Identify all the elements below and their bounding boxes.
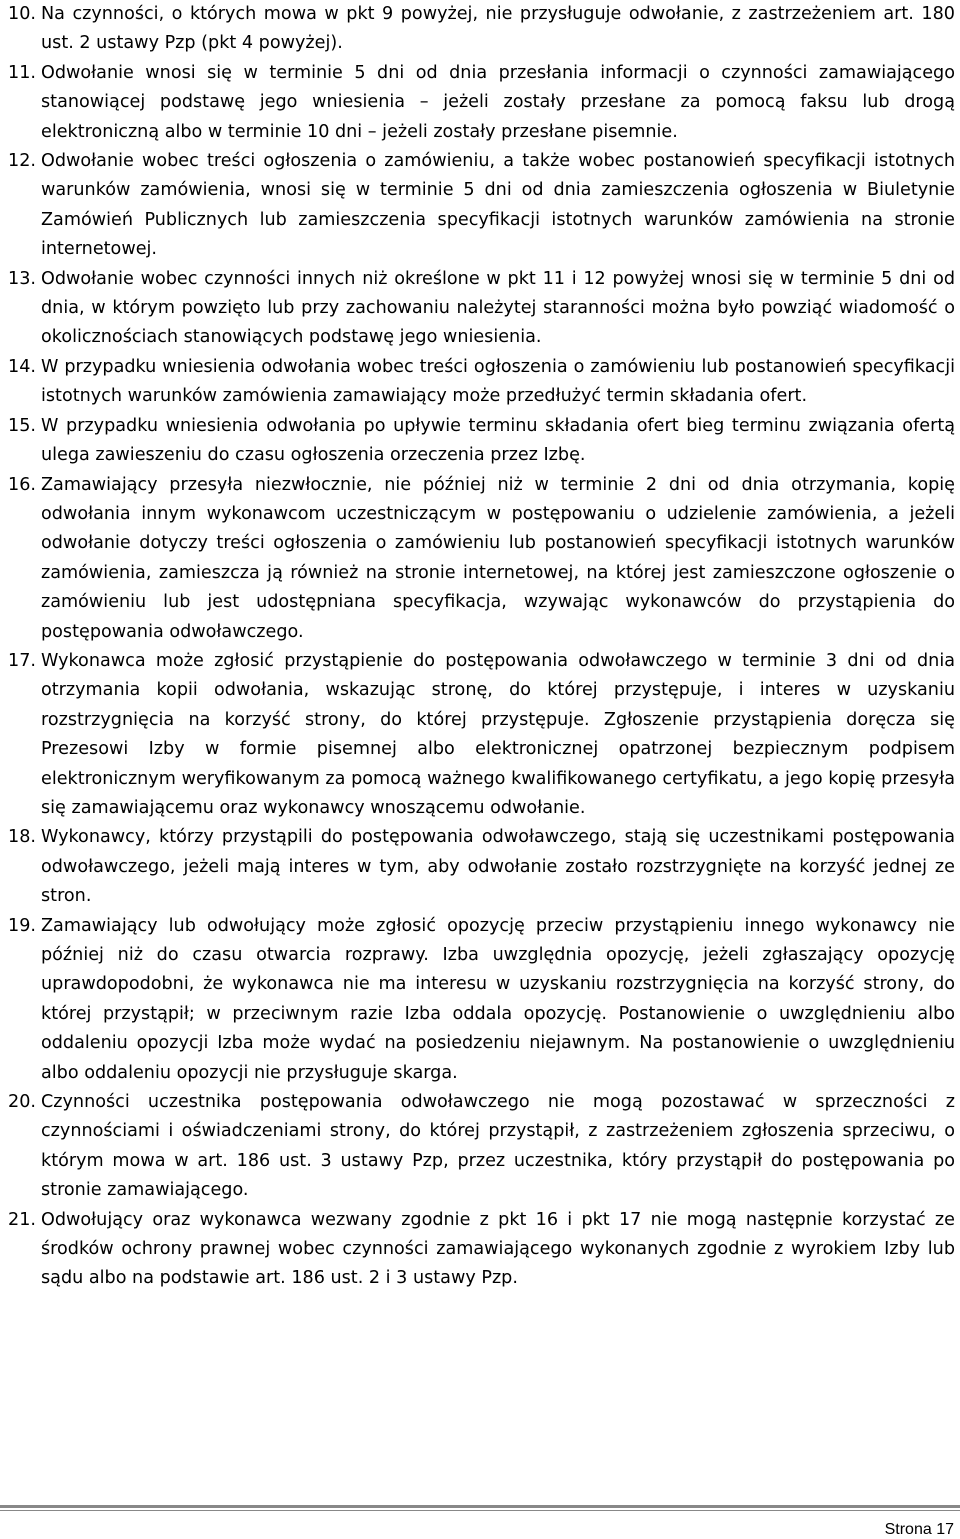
list-item <box>8 1206 955 1294</box>
list-item <box>8 353 955 412</box>
item-text: Odwołujący oraz wykonawca wezwany zgodnie z pkt 16 i pkt 17 nie mogą następnie korzystać ze środków ochrony prawnej wobec czynności zamawiającego wykonanych zgodnie z wyrokiem Izby lub sądu albo na podstawie art. 186 ust. 2 i 3 ustawy Pzp. <box>41 1209 955 1289</box>
list-item <box>8 823 955 911</box>
item-text: Na czynności, o których mowa w pkt 9 powyżej, nie przysługuje odwołanie, z zastrzeżeniem art. 180 ust. 2 ustawy Pzp (pkt 4 powyżej). <box>41 4 955 54</box>
item-text: Wykonawcy, którzy przystąpili do postępowania odwoławczego, stają się uczestnikami postępowania odwoławczego, jeżeli mają interes w tym, aby odwołanie zostało rozstrzygnięte na korzyść jednej ze stron. <box>41 827 955 907</box>
item-number: 10. <box>8 4 36 24</box>
item-number: 11. <box>8 62 36 83</box>
item-text: Odwołanie wnosi się w terminie 5 dni od dnia przesłania informacji o czynności zamawiającego stanowiącej podstawę jego wniesienia – jeżeli zostały przesłane za pomocą faksu lub drogą elektroniczną albo w terminie 10 dni – jeżeli zostały przesłane pisemnie. <box>41 62 955 142</box>
item-number: 15. <box>8 415 36 436</box>
list-item <box>8 471 955 647</box>
item-text: Zamawiający lub odwołujący może zgłosić opozycję przeciw przystąpieniu innego wykonawcy nie później niż do czasu otwarcia rozprawy. Izba uwzględnia opozycję, jeżeli zgłaszający opozycję uprawdopodobni, że wykonawca nie ma interesu w uzyskaniu rozstrzygnięcia na korzyść strony, do której przystąpił; w przeciwnym razie Izba oddala opozycję. Postanowienie o uwzględnieniu albo oddaleniu opozycji Izba może wydać na posiedzeniu niejawnym. Na postanowienie o uwzględnieniu albo oddaleniu opozycji nie przysługuje skarga. <box>41 915 955 1083</box>
list-item <box>8 59 955 147</box>
list-item <box>8 1088 955 1206</box>
list-item <box>8 0 955 59</box>
item-text: Zamawiający przesyła niezwłocznie, nie później niż w terminie 2 dni od dnia otrzymania, kopię odwołania innym wykonawcom uczestniczącym w postępowaniu o udzielenie zamówienia, a jeżeli odwołanie dotyczy treści ogłoszenia o zamówieniu lub postanowień specyfikacji istotnych warunków zamówienia, zamieszcza ją również na stronie internetowej, na której jest zamieszczone ogłoszenie o zamówieniu lub jest udostępniana specyfikacja, wzywając wykonawców do przystąpienia do postępowania odwoławczego. <box>41 474 955 642</box>
item-number: 21. <box>8 1209 36 1230</box>
item-number: 16. <box>8 474 36 495</box>
item-number: 18. <box>8 827 36 848</box>
footer-divider <box>0 1505 960 1508</box>
list-item <box>8 912 955 1088</box>
list-item <box>8 147 955 265</box>
list-item <box>8 412 955 471</box>
list-item <box>8 647 955 823</box>
item-text: Czynności uczestnika postępowania odwoławczego nie mogą pozostawać w sprzeczności z czynnościami i oświadczeniami strony, do której przystąpił, z zastrzeżeniem zgłoszenia sprzeciwu, o którym mowa w art. 186 ust. 3 ustawy Pzp, przez uczestnika, który przystąpił do postępowania po stronie zamawiającego. <box>41 1092 955 1201</box>
item-number: 17. <box>8 650 36 671</box>
item-text: W przypadku wniesienia odwołania wobec treści ogłoszenia o zamówieniu lub postanowień specyfikacji istotnych warunków zamówienia zamawiający może przedłużyć termin składania ofert. <box>41 356 955 407</box>
item-number: 14. <box>8 356 36 377</box>
footer-divider-thin <box>0 1510 960 1511</box>
item-number: 20. <box>8 1092 36 1113</box>
item-number: 12. <box>8 151 36 172</box>
item-text: Odwołanie wobec treści ogłoszenia o zamówieniu, a także wobec postanowień specyfikacji istotnych warunków zamówienia, wnosi się w terminie 5 dni od dnia zamieszczenia ogłoszenia w Biuletynie Zamówień Publicznych lub zamieszczenia specyfikacji istotnych warunków zamówienia na stronie internetowej. <box>41 151 955 260</box>
item-text: Odwołanie wobec czynności innych niż określone w pkt 11 i 12 powyżej wnosi się w terminie 5 dni od dnia, w którym powzięto lub przy zachowaniu należytej staranności można było powziąć wiadomość o okolicznościach stanowiących podstawę jego wniesienia. <box>41 268 955 348</box>
item-text: W przypadku wniesienia odwołania po upływie terminu składania ofert bieg terminu związania ofertą ulega zawieszeniu do czasu ogłoszenia orzeczenia przez Izbę. <box>41 415 955 466</box>
item-number: 13. <box>8 268 36 289</box>
page-number: Strona 17 <box>884 1521 954 1538</box>
item-text: Wykonawca może zgłosić przystąpienie do postępowania odwoławczego w terminie 3 dni od dnia otrzymania kopii odwołania, wskazując stronę, do której przystępuje, i interes w uzyskaniu rozstrzygnięcia na korzyść strony, do której przystępuje. Zgłoszenie przystąpienia doręcza się Prezesowi Izby w formie pisemnej albo elektronicznej opatrzonej bezpiecznym podpisem elektronicznym weryfikowanym za pomocą ważnego kwalifikowanego certyfikatu, a jego kopię przesyła się zamawiającemu oraz wykonawcy wnoszącemu odwołanie. <box>41 650 955 818</box>
item-number: 19. <box>8 915 36 936</box>
list-item <box>8 265 955 353</box>
document-body <box>8 0 955 1294</box>
